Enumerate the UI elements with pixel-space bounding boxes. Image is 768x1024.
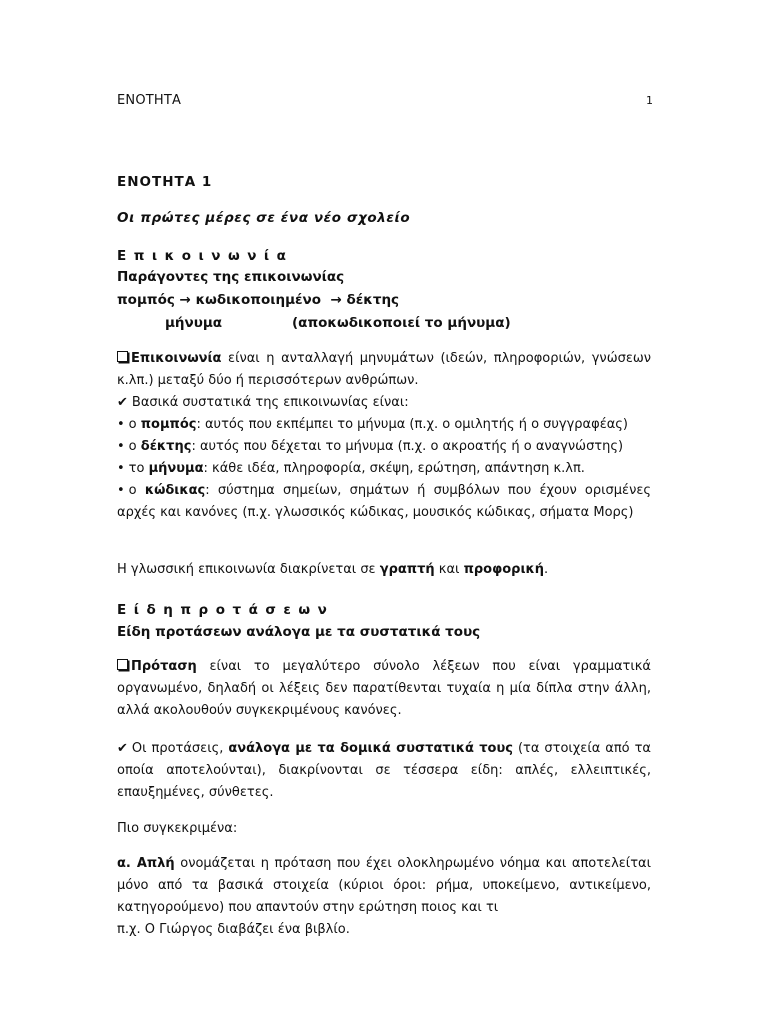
example-sentence: π.χ. Ο Γιώργος διαβάζει ένα βιβλίο.	[117, 922, 350, 937]
components-intro: Βασικά συστατικά της επικοινωνίας είναι:	[131, 395, 409, 410]
flow-encoded: κωδικοποιημένο	[195, 292, 322, 308]
flow-receiver: δέκτης	[346, 292, 400, 308]
running-header: ΕΝΟΤΗΤΑ	[117, 93, 182, 108]
bullet-icon: •	[117, 483, 125, 498]
checkbox-square-icon	[117, 351, 128, 362]
section-subheading-sentence-types: Είδη προτάσεων ανάλογα με τα συστατικά τους	[117, 624, 481, 640]
section-subheading-factors: Παράγοντες της επικοινωνίας	[117, 269, 345, 285]
flow-sender: πομπός	[117, 292, 175, 308]
list-item: • ο πομπός: αυτός που εκπέμπει το μήνυμα (π.χ. ο ομιλητής ή ο συγγραφέας)	[117, 417, 629, 432]
checkbox-square-icon	[117, 659, 128, 670]
flow-arrow: →	[330, 292, 342, 308]
communication-flow	[117, 292, 399, 308]
list-item: • ο κώδικας: σύστημα σημείων, σημάτων ή συμβόλων που έχουν ορισμένες αρχές και κανόνες (π.χ. γλωσσικός κώδικας, μουσικός κώδικας, σήματα Μορς)	[117, 483, 651, 520]
term-simple: α. Απλή	[117, 856, 175, 871]
sentence-categories: ✔ Οι προτάσεις, ανάλογα με τα δομικά συστατικά τους (τα στοιχεία από τα οποία αποτελούνται), διακρίνονται σε τέσσερα είδη: απλές, ελλειπτικές, επαυξημένες, σύνθετες.	[117, 741, 651, 800]
definition-text: είναι η ανταλλαγή μηνυμάτων (ιδεών, πληροφοριών, γνώσεων κ.λπ.) μεταξύ δύο ή περισσότερων ανθρώπων.	[117, 351, 651, 388]
definition-communication	[117, 348, 651, 524]
bullet-icon: •	[117, 417, 125, 432]
term-oral: προφορική	[463, 562, 545, 577]
flow-arrow: →	[179, 292, 191, 308]
term-communication: Επικοινωνία	[131, 351, 222, 366]
flow-decodes: (αποκωδικοποιεί το μήνυμα)	[292, 315, 511, 331]
list-item: • το μήνυμα: κάθε ιδέα, πληροφορία, σκέψη, ερώτηση, απάντηση κ.λπ.	[117, 461, 585, 476]
flow-message: μήνυμα	[165, 315, 223, 331]
definition-sentence: Πρόταση είναι το μεγαλύτερο σύνολο λέξεων που είναι γραμματικά οργανωμένο, δηλαδή οι λέξεις δεν παρατίθενται τυχαία η μία δίπλα στην άλλη, αλλά ακολουθούν συγκεκριμένους κανόνες.	[117, 659, 651, 718]
section-heading-communication: Επικοινωνία	[117, 248, 294, 264]
bullet-icon: •	[117, 439, 125, 454]
term-written: γραπτή	[379, 562, 435, 577]
checkmark-icon: ✔	[117, 395, 128, 410]
language-communication-types: Η γλωσσική επικοινωνία διακρίνεται σε γραπτή και προφορική.	[117, 562, 549, 577]
page-number: 1	[646, 94, 653, 107]
more-specifically: Πιο συγκεκριμένα:	[117, 821, 238, 836]
unit-title: ΕΝΟΤΗΤΑ 1	[117, 174, 213, 190]
bullet-icon: •	[117, 461, 125, 476]
section-heading-sentence-types: Είδηπροτάσεων	[117, 602, 335, 618]
simple-sentence-definition: α. Απλή ονομάζεται η πρόταση που έχει ολοκληρωμένο νόημα και αποτελείται μόνο από τα βασικά στοιχεία (κύριοι όροι: ρήμα, υποκείμενο, αντικείμενο, κατηγορούμενο) που απαντούν στην ερώτηση ποιος και τι π.χ. Ο Γιώργος διαβάζει ένα βιβλίο.	[117, 853, 651, 941]
term-sentence: Πρόταση	[131, 659, 197, 674]
list-item: • ο δέκτης: αυτός που δέχεται το μήνυμα (π.χ. ο ακροατής ή ο αναγνώστης)	[117, 439, 624, 454]
checkmark-icon: ✔	[117, 741, 128, 756]
unit-subtitle: Οι πρώτες μέρες σε ένα νέο σχολείο	[117, 210, 411, 226]
